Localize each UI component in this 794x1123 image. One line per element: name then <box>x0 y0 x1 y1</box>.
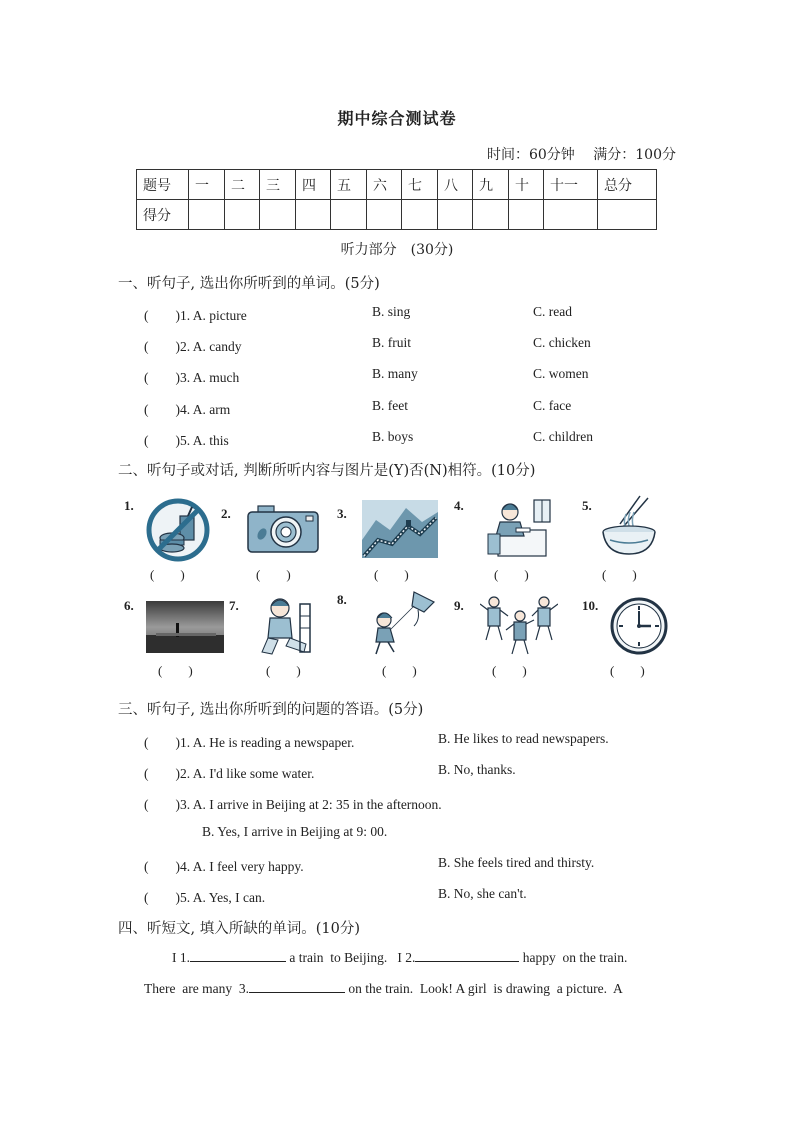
answer-paren[interactable]: ( ) <box>158 663 193 678</box>
score-header-cell: 一 <box>189 170 225 200</box>
passage-text: I 1. <box>172 950 190 965</box>
pic-number: 6. <box>124 598 134 613</box>
answer-paren[interactable]: ( ) <box>610 663 645 678</box>
score-header-cell: 十 <box>509 170 544 200</box>
score-table <box>136 169 657 230</box>
passage-line-1 <box>172 949 627 966</box>
score-cell[interactable] <box>189 200 225 230</box>
score-header-cell: 二 <box>225 170 260 200</box>
s1-q5-a: ( )5. A. this <box>144 433 229 448</box>
clock-icon <box>610 597 668 655</box>
blank-2[interactable] <box>415 949 519 962</box>
score-cell[interactable] <box>225 200 260 230</box>
people-taichi-icon <box>480 594 558 656</box>
score-cell[interactable] <box>509 200 544 230</box>
section2-heading: 二、听句子或对话, 判断所听内容与图片是(Y)否(N)相符。(10分) <box>118 463 536 479</box>
s3-q4-a: ( )4. A. I feel very happy. <box>144 859 304 874</box>
pic-number: 4. <box>454 498 464 513</box>
s1-q2-c: C. chicken <box>533 335 591 350</box>
pic-number: 8. <box>337 592 347 607</box>
pic-number: 9. <box>454 598 464 613</box>
s1-q2-a: ( )2. A. candy <box>144 339 242 354</box>
score-header-cell: 总分 <box>598 170 657 200</box>
score-row-label: 得分 <box>137 200 189 230</box>
score-cell[interactable] <box>367 200 402 230</box>
answer-paren[interactable]: ( ) <box>150 567 185 582</box>
s3-q5-a: ( )5. A. Yes, I can. <box>144 890 266 905</box>
blank-3[interactable] <box>249 980 345 993</box>
page-title: 期中综合测试卷 <box>337 109 457 128</box>
s1-q4-c: C. face <box>533 398 572 413</box>
s3-q2-b: B. No, thanks. <box>438 762 516 777</box>
great-wall-icon <box>362 500 438 558</box>
score-header-cell: 五 <box>331 170 367 200</box>
section4-heading: 四、听短文, 填入所缺的单词。(10分) <box>118 921 360 937</box>
score-cell[interactable] <box>438 200 473 230</box>
blank-1[interactable] <box>190 949 286 962</box>
s1-q5-b: B. boys <box>372 429 414 444</box>
answer-paren[interactable]: ( ) <box>492 663 527 678</box>
score-cell[interactable] <box>598 200 657 230</box>
passage-text: happy on the train. <box>519 950 628 965</box>
s1-q3-c: C. women <box>533 366 589 381</box>
score-cell[interactable] <box>260 200 296 230</box>
s3-q3-a: ( )3. A. I arrive in Beijing at 2: 35 in the afternoon. <box>144 797 442 812</box>
girl-writing-icon <box>480 496 554 558</box>
s1-q5-c: C. children <box>533 429 593 444</box>
pic-number: 10. <box>582 598 599 613</box>
s3-q4-b: B. She feels tired and thirsty. <box>438 855 595 870</box>
pic-number: 5. <box>582 498 592 513</box>
time-info <box>473 144 676 164</box>
score-cell[interactable] <box>331 200 367 230</box>
boy-sitting-icon <box>256 594 320 658</box>
passage-text: on the train. Look! A girl is drawing a picture. A <box>344 981 623 996</box>
s1-q4-b: B. feet <box>372 398 408 413</box>
pic-number: 2. <box>221 506 231 521</box>
s1-q2-b: B. fruit <box>372 335 411 350</box>
pic-number: 3. <box>337 506 347 521</box>
answer-paren[interactable]: ( ) <box>494 567 529 582</box>
s3-q2-a: ( )2. A. I'd like some water. <box>144 766 315 781</box>
camera-icon <box>246 504 320 554</box>
score-header-cell: 七 <box>402 170 438 200</box>
score-cell[interactable] <box>296 200 331 230</box>
score-table-header-row <box>137 170 657 200</box>
s1-q1-c: C. read <box>533 304 572 319</box>
s3-q1-a: ( )1. A. He is reading a newspaper. <box>144 735 355 750</box>
pic-number: 7. <box>229 598 239 613</box>
passage-text: There are many 3. <box>144 981 249 996</box>
passage-line-2 <box>144 980 623 997</box>
s3-q3-b: B. Yes, I arrive in Beijing at 9: 00. <box>202 824 388 839</box>
score-header-cell: 八 <box>438 170 473 200</box>
score-header-cell: 十一 <box>544 170 598 200</box>
s1-q3-a: ( )3. A. much <box>144 370 240 385</box>
answer-paren[interactable]: ( ) <box>256 567 291 582</box>
s1-q1-a: ( )1. A. picture <box>144 308 247 323</box>
score-header-cell: 题号 <box>137 170 189 200</box>
section3-heading: 三、听句子, 选出你所听到的问题的答语。(5分) <box>118 702 424 718</box>
listening-title: 听力部分 (30分) <box>340 242 454 258</box>
s1-q3-b: B. many <box>372 366 418 381</box>
score-header-cell: 三 <box>260 170 296 200</box>
score-cell[interactable] <box>473 200 509 230</box>
seaside-photo <box>146 601 224 653</box>
passage-text: a train to Beijing. I 2. <box>286 950 416 965</box>
s3-q1-b: B. He likes to read newspapers. <box>438 731 609 746</box>
score-cell[interactable] <box>402 200 438 230</box>
answer-paren[interactable]: ( ) <box>374 567 409 582</box>
s3-q5-b: B. No, she can't. <box>438 886 527 901</box>
s1-q1-b: B. sing <box>372 304 411 319</box>
answer-paren[interactable]: ( ) <box>602 567 637 582</box>
score-header-cell: 四 <box>296 170 331 200</box>
answer-paren[interactable]: ( ) <box>382 663 417 678</box>
noodles-bowl-icon <box>600 494 658 558</box>
s1-q4-a: ( )4. A. arm <box>144 402 231 417</box>
pic-number: 1. <box>124 498 134 513</box>
score-header-cell: 六 <box>367 170 402 200</box>
score-table-score-row <box>137 200 657 230</box>
no-food-sign-icon <box>146 498 210 562</box>
full-score: 满分：100分 <box>593 147 676 163</box>
section1-heading: 一、听句子, 选出你所听到的单词。(5分) <box>118 276 380 292</box>
time-limit: 时间：60分钟 <box>486 147 575 163</box>
answer-paren[interactable]: ( ) <box>266 663 301 678</box>
score-header-cell: 九 <box>473 170 509 200</box>
girl-flying-kite-icon <box>368 590 438 656</box>
score-cell[interactable] <box>544 200 598 230</box>
